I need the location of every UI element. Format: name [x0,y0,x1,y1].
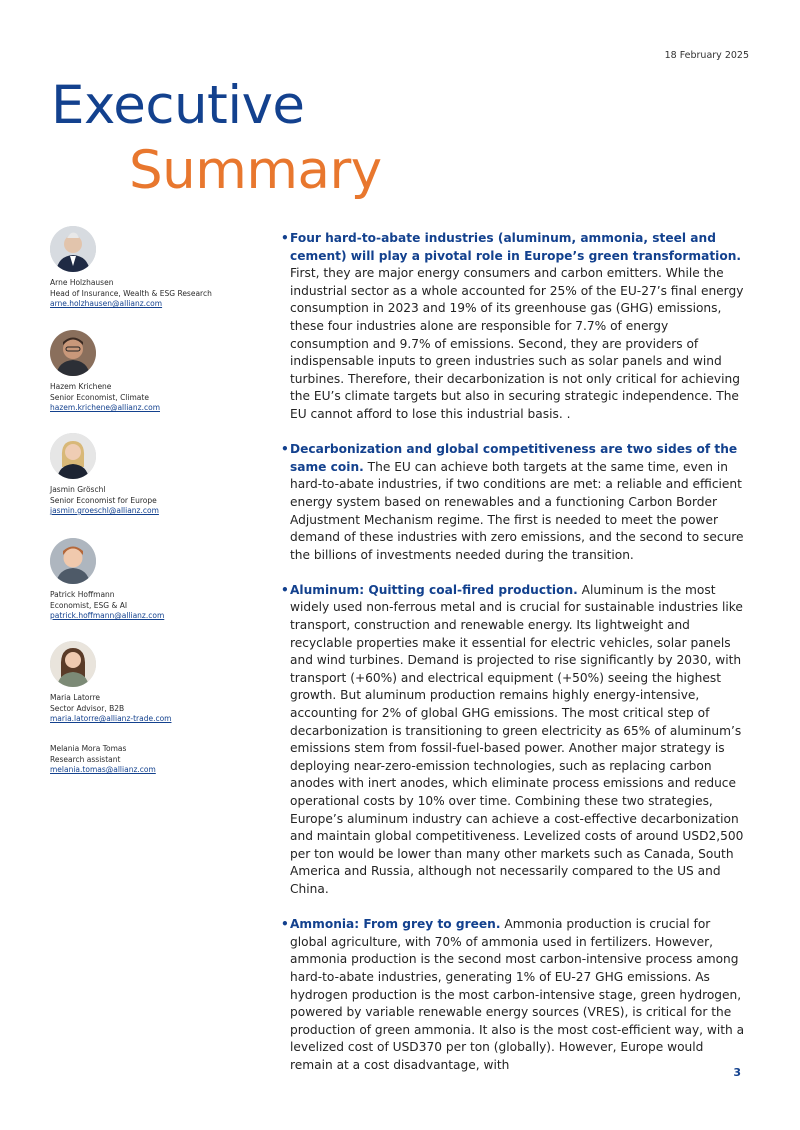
author-role: Senior Economist for Europe [50,495,157,505]
author-name: Melania Mora Tomas [50,744,127,753]
author-card [50,433,250,517]
author-role: Senior Economist, Climate [50,392,149,402]
bullet-lead: Decarbonization and global competitiveness are two sides of the same coin. [290,442,738,474]
author-photo-icon [50,538,96,584]
author-email-link[interactable]: melania.tomas@allianz.com [50,765,156,774]
author-role: Economist, ESG & AI [50,600,128,610]
author-card [50,641,250,725]
author-name: Arne Holzhausen [50,278,114,287]
author-photo-icon [50,433,96,479]
author-role: Head of Insurance, Wealth & ESG Research [50,288,212,298]
author-photo-icon [50,226,96,272]
summary-bullet [282,441,748,564]
author-name: Maria Latorre [50,693,101,702]
bullet-lead: Ammonia: From grey to green. [290,917,501,932]
summary-bullet [282,582,748,899]
bullet-text: First, they are major energy consumers and carbon emitters. While the industrial sector as a whole accounted for 25% of the EU-27’s final energy consumption in 2023 and 19% of its greenhouse gas (GHG) emissions, these four industries alone are responsible for 7.7% of energy consumption and 9.7% of emissions. Second, they are providers of indispensable inputs to green industries such as solar panels and wind turbines. Therefore, their decarbonization is not only critical for achieving the EU’s climate targets but also in securing strategic independence. The EU cannot afford to lose this industrial basis. . [290,266,744,421]
page-number: 3 [733,1066,741,1079]
bullet-marker: • [281,917,289,932]
author-photo-icon [50,641,96,687]
author-name: Hazem Krichene [50,382,112,391]
bullet-lead: Four hard-to-abate industries (aluminum, ammonia, steel and cement) will play a pivotal role in Europe’s green transformation. [290,231,742,263]
author-email-link[interactable]: jasmin.groeschl@allianz.com [50,506,159,515]
author-card [50,330,250,414]
author-photo-icon [50,330,96,376]
author-email-link[interactable]: maria.latorre@allianz-trade.com [50,714,172,723]
author-name: Patrick Hoffmann [50,590,115,599]
summary-content [282,230,748,1092]
bullet-marker: • [281,231,289,245]
report-date: 18 February 2025 [664,50,749,61]
title-executive: Executive [51,75,305,136]
title-summary: Summary [129,140,382,201]
bullet-text: Aluminum is the most widely used non-ferrous metal and is crucial for sustainable industries like transport, construction and renewable energy. Its lightweight and recyclable properties make it essential for electric vehicles, solar panels and wind turbines. Demand is projected to rise significantly by 2030, with transport (+60%) and electrical equipment (+50%) seeing the highest growth. But aluminum production remains highly energy-intensive, accounting for 2% of global GHG emissions. The most critical step of decarbonization is transitioning to green electricity as 65% of aluminum’s emissions stem from fossil-fuel-based power. Another major strategy is deploying near-zero-emission technologies, such as replacing carbon anodes with inert anodes, which eliminate process emissions and reduce operational costs by 10% over time. Combining these two strategies, Europe’s aluminum industry can achieve a cost-effective decarbonization and maintain global competitiveness. Levelized costs of around USD2,500 per ton would be lower than many other markets such as Canada, South America and Russia, although not necessarily compared to the US and China. [290,582,744,896]
bullet-lead: Aluminum: Quitting coal-fired production. [290,582,578,597]
author-role: Sector Advisor, B2B [50,703,125,713]
author-email-link[interactable]: patrick.hoffmann@allianz.com [50,611,165,620]
author-card [50,538,250,622]
summary-bullet [282,230,748,424]
author-card [50,744,250,776]
bullet-marker: • [281,442,289,457]
author-email-link[interactable]: hazem.krichene@allianz.com [50,403,160,412]
author-role: Research assistant [50,754,121,764]
bullet-text: Ammonia production is crucial for global agriculture, with 70% of ammonia used in fertilizers. However, ammonia production is the second most carbon-intensive process among hard-to-abate industries, generating 1% of EU-27 GHG emissions. As hydrogen production is the most carbon-intensive stage, green hydrogen, powered by variable renewable energy sources (VRES), is critical for the production of green ammonia. It also is the most cost-efficient way, with a levelized cost of USD370 per ton (globally). However, Europe would remain at a cost disadvantage, with [290,917,745,1072]
bullet-marker: • [281,582,289,597]
author-name: Jasmin Gröschl [50,485,106,494]
author-email-link[interactable]: arne.holzhausen@allianz.com [50,299,163,308]
bullet-text: The EU can achieve both targets at the same time, even in hard-to-abate industries, if two conditions are met: a reliable and efficient energy system based on renewables and a functioning Carbon Border Adjustment Mechanism regime. The first is needed to meet the power demand of these industries with zero emissions, and the second to secure the billions of investments needed during the transition. [290,459,744,562]
summary-bullet [282,916,748,1074]
author-card [50,226,250,310]
